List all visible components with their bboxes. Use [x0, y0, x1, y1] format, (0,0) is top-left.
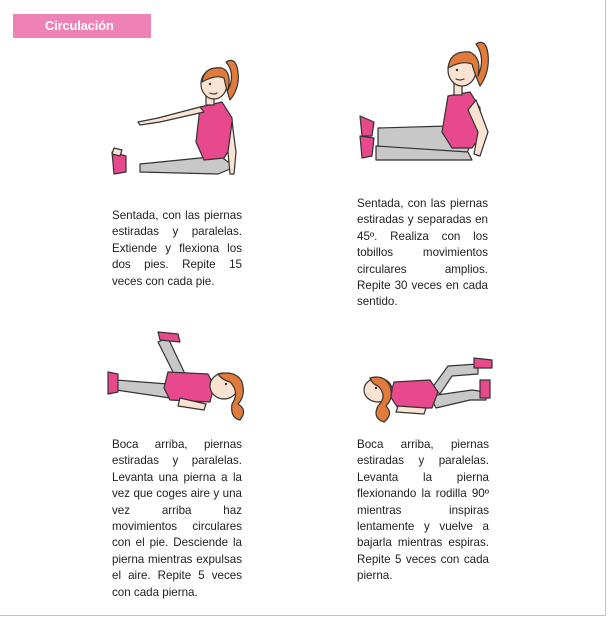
section-title: Circulación	[13, 14, 151, 38]
exercise-1-illustration	[100, 52, 260, 186]
exercise-3-illustration	[100, 322, 260, 422]
page-frame-bottom	[0, 615, 606, 616]
exercise-4-illustration	[348, 352, 508, 432]
exercise-1-text: Sentada, con las piernas estiradas y paralelas. Extiende y flexiona los dos pies. Repite 15 veces con cada pie.	[112, 209, 242, 288]
page-frame-right	[605, 0, 606, 615]
exercise-3-text: Boca arriba, piernas estiradas y paralelas. Levanta una pierna a la vez que coges aire y una vez arriba haz movimientos circulares con el pie. Desciende la pierna mientras expulsas el aire. Repite 5 veces con cada pierna.	[112, 438, 242, 599]
exercise-2-illustration	[348, 36, 508, 170]
exercise-4-text: Boca arriba, piernas estiradas y paralelas. Levanta la pierna flexionando la rodilla 90º mientras inspiras lentamente y vuelve a bajarla mientras espiras. Repite 5 veces con cada pierna.	[357, 438, 489, 583]
exercise-2-text: Sentada, con las piernas estiradas y separadas en 45º. Realiza con los tobillos movimientos circulares amplios. Repite 30 veces en cada sentido.	[357, 197, 488, 309]
